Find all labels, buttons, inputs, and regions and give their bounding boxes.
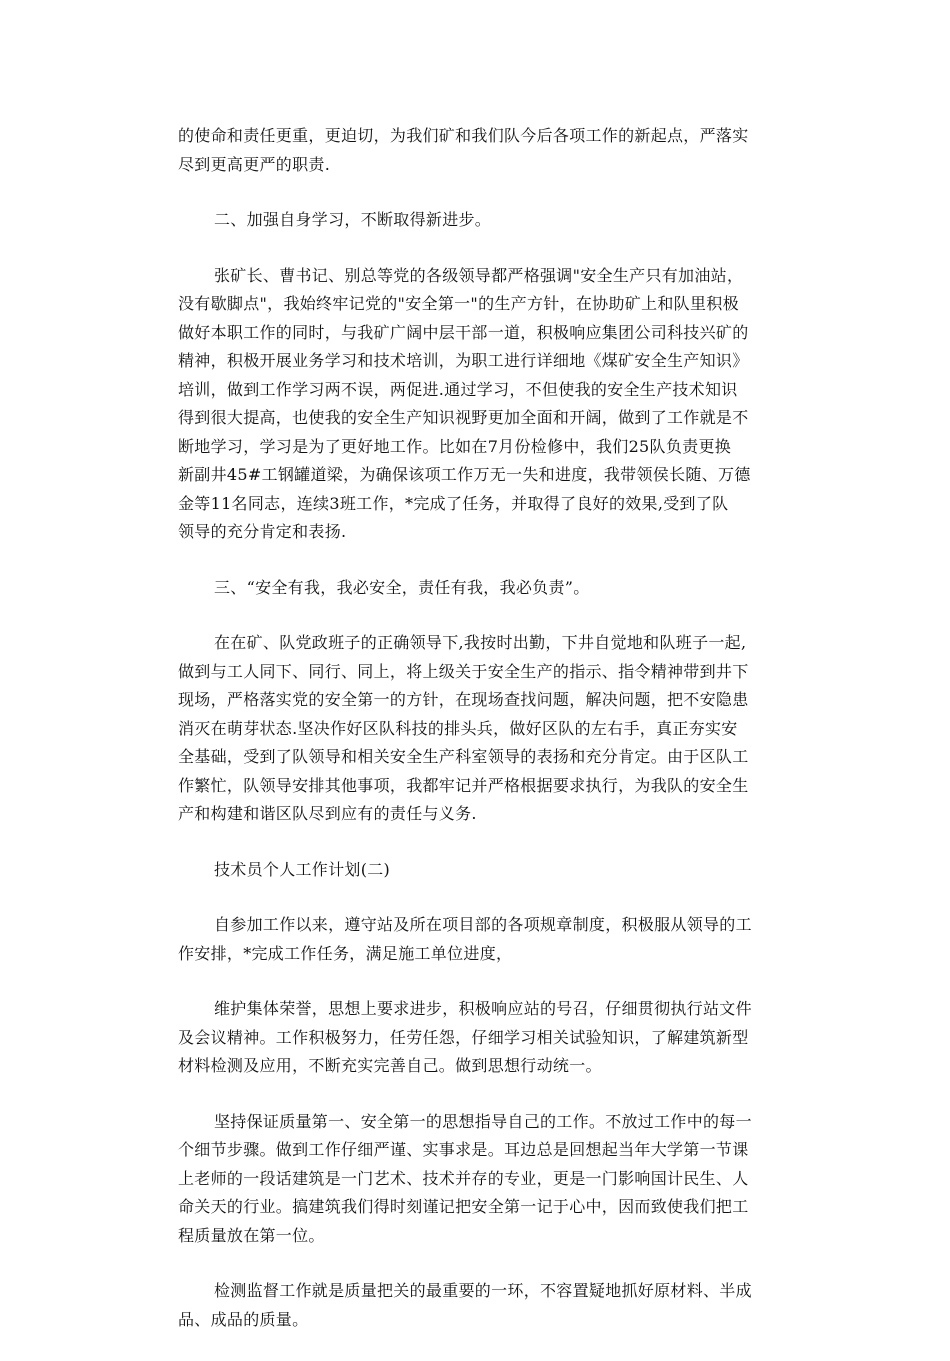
text-line: 全基础，受到了队领导和相关安全生产科室领导的表扬和充分肯定。由于区队工: [178, 747, 749, 766]
paragraph-inspection: [178, 1277, 778, 1334]
text-line: 做到与工人同下、同行、同上，将上级关于安全生产的指示、指令精神带到井下: [178, 661, 749, 681]
paragraph-honor: [178, 995, 778, 1081]
text-line: 命关天的行业。搞建筑我们得时刻谨记把安全第一记于心中，因而致使我们把工: [178, 1197, 749, 1216]
paragraph-quality: [178, 1108, 778, 1251]
section-heading-3: 三、“安全有我，我必安全，责任有我，我必负责”。: [214, 577, 590, 597]
text-line: 得到很大提高，也使我的安全生产知识视野更加全面和开阔，做到了工作就是不: [178, 408, 749, 427]
text-line: 的使命和责任更重，更迫切，为我们矿和我们队今后各项工作的新起点，严落实: [178, 126, 749, 145]
text-line: 现场，严格落实党的安全第一的方针，在现场查找问题，解决问题，把不安隐患: [178, 690, 749, 709]
text-line: 上老师的一段话建筑是一门艺术、技术并存的专业，更是一门影响国计民生、人: [178, 1168, 749, 1188]
text-line: 维护集体荣誉，思想上要求进步，积极响应站的号召，仔细贯彻执行站文件: [214, 999, 752, 1018]
text-line: 培训，做到工作学习两不误，两促进.通过学习，不但使我的安全生产技术知识: [178, 379, 738, 399]
text-line: 没有歇脚点"，我始终牢记党的"安全第一"的生产方针，在协助矿上和队里积极: [178, 294, 739, 313]
text-line: 作繁忙，队领导安排其他事项，我都牢记并严格根据要求执行，为我队的安全生: [178, 775, 749, 795]
paragraph-intro: [178, 911, 778, 968]
text-line: 及会议精神。工作积极努力，任劳任怨，仔细学习相关试验知识，了解建筑新型: [178, 1027, 749, 1047]
text-line: 材料检测及应用，不断充实完善自己。做到思想行动统一。: [178, 1056, 602, 1075]
text-line: 金等11名同志，连续3班工作，*完成了任务，并取得了良好的效果,受到了队: [178, 493, 729, 513]
text-line: 产和构建和谐区队尽到应有的责任与义务.: [178, 804, 477, 823]
text-line: 在在矿、队党政班子的正确领导下,我按时出勤，下井自觉地和队班子一起,: [214, 633, 747, 652]
text-line: 检测监督工作就是质量把关的最重要的一环，不容置疑地抓好原材料、半成: [214, 1281, 752, 1300]
document-subtitle: 技术员个人工作计划(二): [214, 859, 391, 879]
paragraph-safety: [178, 629, 778, 829]
text-line: 自参加工作以来，遵守站及所在项目部的各项规章制度，积极服从领导的工: [214, 915, 752, 934]
text-line: 断地学习，学习是为了更好地工作。比如在7月份检修中，我们25队负责更换: [178, 436, 732, 456]
paragraph-continued: [178, 122, 778, 179]
section-heading-2: 二、加强自身学习，不断取得新进步。: [214, 210, 492, 229]
document-body: [178, 122, 778, 1361]
paragraph-study: [178, 262, 778, 547]
text-line: 精神，积极开展业务学习和技术培训，为职工进行详细地《煤矿安全生产知识》: [178, 351, 749, 370]
text-line: 尽到更高更严的职责.: [178, 154, 331, 174]
text-line: 程质量放在第一位。: [178, 1225, 325, 1245]
text-line: 品、成品的质量。: [178, 1309, 309, 1329]
text-line: 张矿长、曹书记、别总等党的各级领导都严格强调"安全生产只有加油站，: [214, 265, 744, 285]
text-line: 作安排，*完成工作任务，满足施工单位进度，: [178, 943, 513, 963]
text-line: 消灭在萌芽状态.坚决作好区队科技的排头兵，做好区队的左右手，真正夯实安: [178, 718, 738, 738]
text-line: 新副井45#工钢罐道梁，为确保该项工作万无一失和进度，我带领侯长随、万德: [178, 465, 751, 484]
text-line: 坚持保证质量第一、安全第一的思想指导自己的工作。不放过工作中的每一: [214, 1111, 752, 1131]
text-line: 领导的充分肯定和表扬.: [178, 522, 347, 541]
text-line: 做好本职工作的同时，与我矿广阔中层干部一道，积极响应集团公司科技兴矿的: [178, 322, 749, 342]
text-line: 个细节步骤。做到工作仔细严谨、实事求是。耳边总是回想起当年大学第一节课: [178, 1140, 749, 1159]
